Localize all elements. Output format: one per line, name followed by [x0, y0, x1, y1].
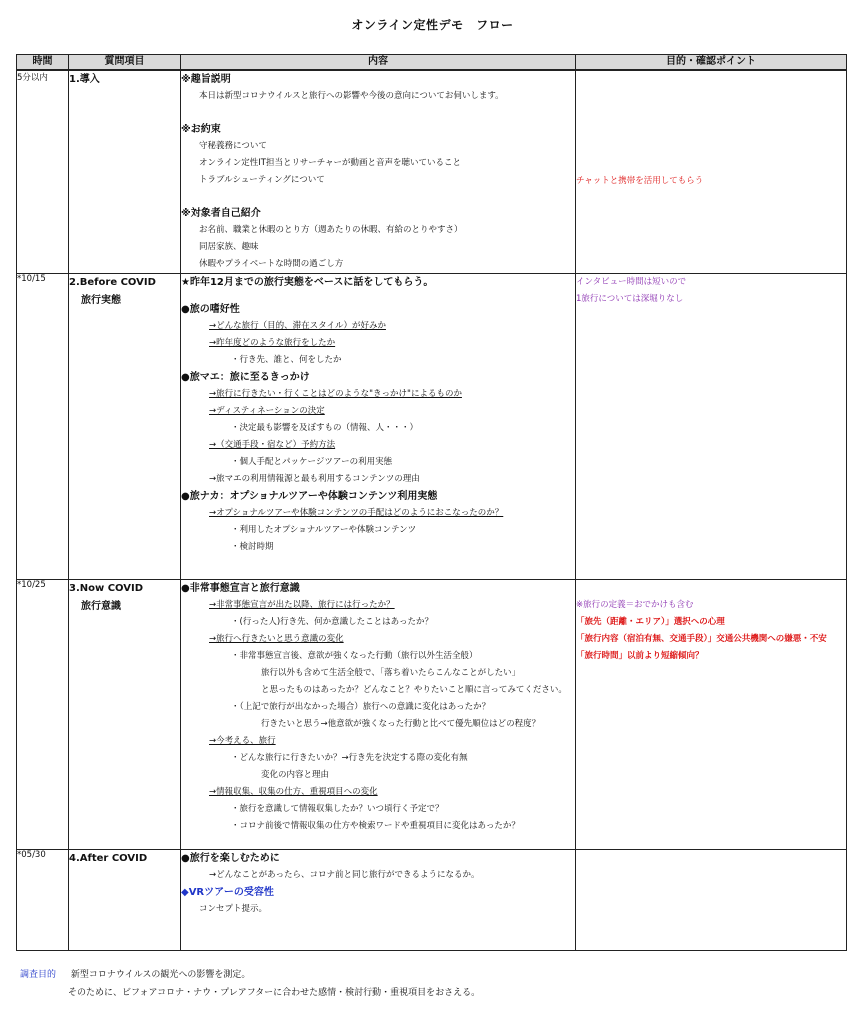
content-text: →旅行へ行きたいと思う意識の変化	[209, 634, 344, 644]
content-text: →非常事態宣言が出た以降、旅行には行ったか？	[209, 600, 395, 610]
content-line	[181, 454, 575, 471]
content-line	[181, 369, 575, 386]
content-text: →（交通手段・宿など）予約方法	[209, 440, 336, 450]
content-line	[181, 71, 575, 88]
row-item	[69, 70, 181, 274]
content-text: ・非常事態宣言後、意欲が強くなった行動（旅行以外生活全般）	[231, 651, 478, 661]
content-line	[181, 172, 575, 189]
content-text: オンライン定性IT担当とリサーチャーが動画と音声を聴いていること	[199, 158, 462, 168]
content-text: ●旅の嗜好性	[181, 304, 240, 315]
content-text: 本日は新型コロナウイルスと旅行への影響や今後の意向についてお伺いします。	[199, 91, 504, 101]
purpose-spacer	[576, 105, 846, 122]
content-text: →昨年度どのような旅行をしたか	[209, 338, 336, 348]
purpose-line: ※旅行の定義＝おでかけも含む	[576, 600, 694, 610]
content-line	[181, 155, 575, 172]
row-time: 5分以内	[17, 70, 69, 274]
content-line	[181, 522, 575, 539]
row-purpose	[576, 850, 847, 951]
purpose-spacer	[576, 88, 846, 105]
row-item	[69, 850, 181, 951]
header-time: 時間	[17, 55, 69, 71]
item-title: 3.Now COVID	[69, 583, 144, 594]
content-line	[181, 818, 575, 835]
purpose-spacer	[576, 139, 846, 156]
content-line	[181, 597, 575, 614]
content-line	[181, 301, 575, 318]
content-text: →旅行に行きたい・行くことはどのような"きっかけ"によるものか	[209, 389, 462, 399]
content-line	[181, 318, 575, 335]
row-purpose	[576, 70, 847, 274]
spacer	[181, 291, 575, 301]
purpose-line: 「旅行時間」以前より短縮傾向？	[576, 651, 704, 661]
content-line	[181, 682, 575, 699]
content-text: ・個人手配とパッケージツアーの利用実態	[231, 457, 393, 467]
content-text: 旅行以外も含めて生活全般で、「落ち着いたらこんなことがしたい」	[261, 668, 521, 678]
content-text: ●旅マエ：旅に至るきっかけ	[181, 372, 310, 383]
content-line	[181, 614, 575, 631]
content-text: →今考える、旅行	[209, 736, 276, 746]
content-text: と思ったものはあったか？どんなこと？やりたいこと順に言ってみてください。	[261, 685, 567, 695]
content-text: →ディスティネーションの決定	[209, 406, 325, 416]
header-content: 内容	[181, 55, 576, 71]
flow-row	[17, 580, 847, 850]
purpose-line: 「旅先（距離・エリア）」選択への心理	[576, 617, 725, 627]
row-item	[69, 580, 181, 850]
footer-line-2: そのために、ビフォアコロナ・ナウ・プレアフターに合わせた感情・検討行動・重視項目をおさえる。	[68, 988, 481, 998]
flow-row	[17, 850, 847, 951]
content-text: ・どんな旅行に行きたいか？→行き先を決定する際の変化有無	[231, 753, 468, 763]
row-content	[181, 850, 576, 951]
row-content	[181, 70, 576, 274]
item-title: 4.After COVID	[69, 853, 148, 864]
content-line	[181, 784, 575, 801]
content-text: ・検討時期	[231, 542, 274, 552]
flow-row	[17, 70, 847, 274]
content-line	[181, 471, 575, 488]
spacer	[181, 105, 575, 121]
content-line	[181, 539, 575, 556]
content-text: ●旅ナカ：オプショナルツアーや体験コンテンツ利用実態	[181, 491, 438, 502]
content-line	[181, 580, 575, 597]
content-line	[181, 239, 575, 256]
content-text: 変化の内容と理由	[261, 770, 330, 780]
content-line	[181, 767, 575, 784]
purpose-line: インタビュー時間は短いので	[576, 277, 687, 287]
purpose-line: チャットと携帯を活用してもらう	[576, 176, 704, 186]
content-text: →どんなことがあったら、コロナ前と同じ旅行ができるようになるか。	[209, 870, 480, 880]
content-line	[181, 750, 575, 767]
content-line	[181, 205, 575, 222]
purpose-spacer	[576, 580, 846, 597]
content-line	[181, 488, 575, 505]
content-line	[181, 801, 575, 818]
content-text: 休暇やプライベートな時間の過ごし方	[199, 259, 344, 269]
content-text: ・（上記で旅行が出なかった場合）旅行への意識に変化はあったか？	[231, 702, 491, 712]
row-time: *05/30	[17, 850, 69, 951]
content-line	[181, 901, 575, 918]
content-text: 行きたいと思う→他意欲が強くなった行動と比べて優先順位はどの程度？	[261, 719, 541, 729]
content-text: ・(行った人)行き先、何か意識したことはあったか？	[231, 617, 434, 627]
item-title: 1.導入	[69, 74, 100, 85]
content-line	[181, 699, 575, 716]
content-text: トラブルシューティングについて	[199, 175, 325, 185]
content-line	[181, 733, 575, 750]
content-line	[181, 850, 575, 867]
content-text: 同居家族、趣味	[199, 242, 259, 252]
content-line	[181, 716, 575, 733]
content-line	[181, 88, 575, 105]
content-text: お名前、職業と休暇のとり方（週あたりの休暇、有給のとりやすさ）	[199, 225, 463, 235]
content-text: →旅マエの利用情報源と最も利用するコンテンツの理由	[209, 474, 420, 484]
item-subtitle: 旅行実態	[81, 295, 121, 306]
spacer	[181, 189, 575, 205]
content-text: ・利用したオプショナルツアーや体験コンテンツ	[231, 525, 417, 535]
content-line	[181, 437, 575, 454]
content-line	[181, 121, 575, 138]
row-time: *10/25	[17, 580, 69, 850]
footer-line-1: 新型コロナウイルスの観光への影響を測定。	[70, 970, 251, 980]
content-text: ・旅行を意識して情報収集したか？いつ頃行く予定で？	[231, 804, 444, 814]
footer	[20, 966, 480, 1002]
content-line	[181, 274, 575, 291]
footer-label: 調査目的	[20, 970, 57, 980]
header-purpose: 目的・確認ポイント	[576, 55, 847, 71]
row-content	[181, 274, 576, 580]
content-text: ※対象者自己紹介	[181, 208, 261, 219]
content-text: ・コロナ前後で情報収集の仕方や検索ワードや重視項目に変化はあったか？	[231, 821, 520, 831]
row-content	[181, 580, 576, 850]
row-item	[69, 274, 181, 580]
content-line	[181, 631, 575, 648]
content-line	[181, 665, 575, 682]
content-text: ※趣旨説明	[181, 74, 231, 85]
content-text: →オプショナルツアーや体験コンテンツの手配はどのようにおこなったのか？	[209, 508, 504, 518]
page-title: オンライン定性デモ フロー	[351, 18, 514, 32]
content-text: コンセプト提示。	[199, 904, 268, 914]
item-subtitle: 旅行意識	[81, 601, 121, 612]
content-line	[181, 867, 575, 884]
content-line	[181, 352, 575, 369]
content-text: →情報収集、収集の仕方、重視項目への変化	[209, 787, 378, 797]
content-text: ★昨年12月までの旅行実態をベースに話をしてもらう。	[181, 277, 434, 288]
purpose-line: 1旅行については深堀りなし	[576, 294, 684, 304]
flow-table	[16, 54, 847, 951]
item-title: 2.Before COVID	[69, 277, 156, 288]
purpose-spacer	[576, 71, 846, 88]
content-line	[181, 386, 575, 403]
content-line	[181, 505, 575, 522]
content-text: ●非常事態宣言と旅行意識	[181, 583, 300, 594]
content-line	[181, 420, 575, 437]
content-text: ※お約束	[181, 124, 221, 135]
purpose-line: 「旅行内容（宿泊有無、交通手段）」交通公共機関への嫌悪・不安	[576, 634, 827, 644]
content-text: ◆VRツアーの受容性	[181, 887, 274, 898]
header-item: 質問項目	[69, 55, 181, 71]
flow-row	[17, 274, 847, 580]
header-row	[17, 55, 847, 71]
content-line	[181, 648, 575, 665]
content-line	[181, 222, 575, 239]
row-purpose	[576, 580, 847, 850]
content-line	[181, 138, 575, 155]
content-line	[181, 335, 575, 352]
content-text: ・決定最も影響を及ぼすもの（情報、人・・・）	[231, 423, 419, 433]
content-text: ・行き先、誰と、何をしたか	[231, 355, 342, 365]
row-purpose	[576, 274, 847, 580]
purpose-spacer	[576, 122, 846, 139]
purpose-spacer	[576, 156, 846, 173]
row-time: *10/15	[17, 274, 69, 580]
content-text: ●旅行を楽しむために	[181, 853, 280, 864]
content-line	[181, 884, 575, 901]
content-line	[181, 256, 575, 273]
content-line	[181, 403, 575, 420]
content-text: 守秘義務について	[199, 141, 267, 151]
content-text: →どんな旅行（目的、滞在スタイル）が好みか	[209, 321, 386, 331]
